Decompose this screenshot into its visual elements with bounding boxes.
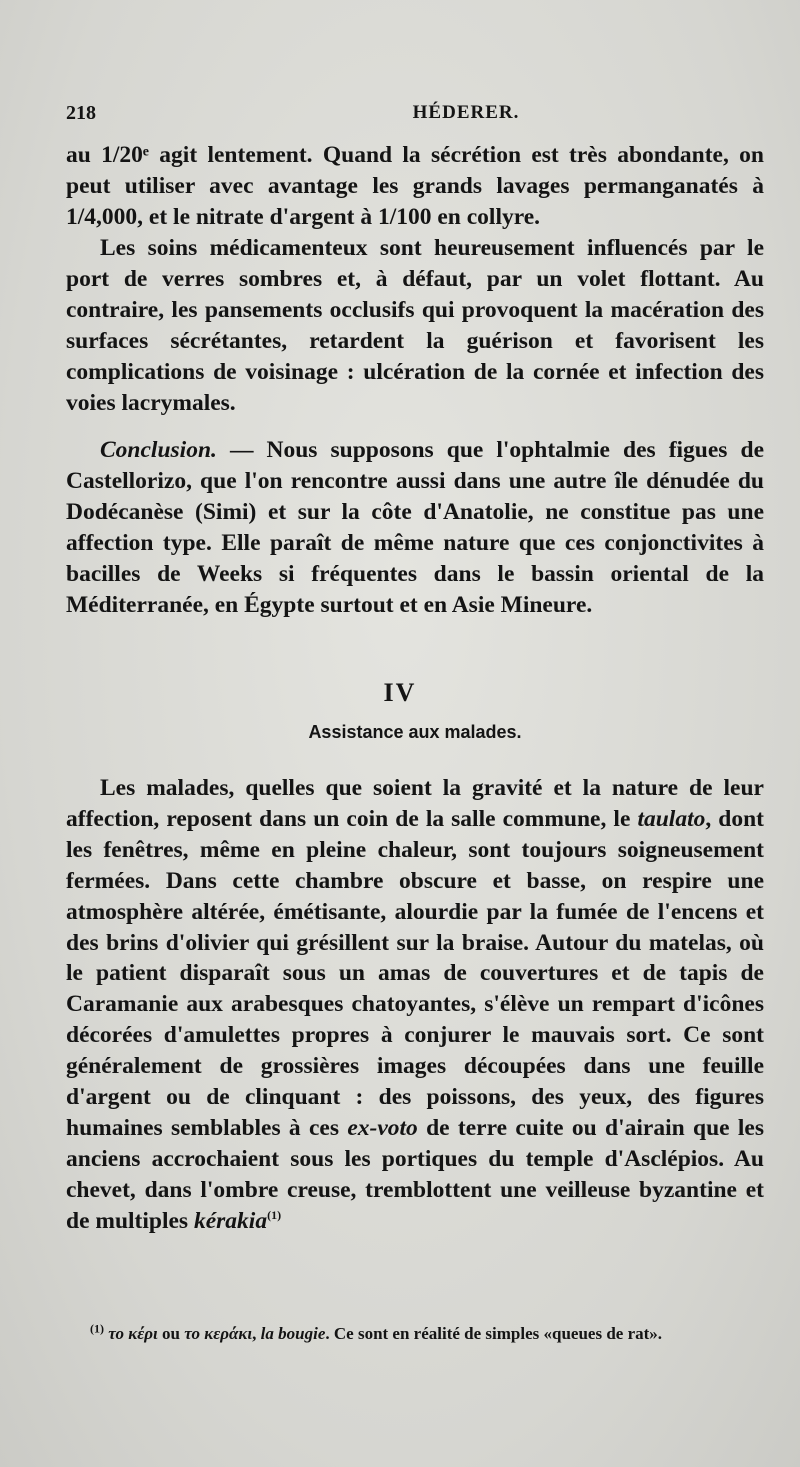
paragraph-continuation [66,140,764,233]
paragraph-text: de terre cuite ou d'airain que les anciens accrochaient sous les portiques du temple d'Asclépios. Au chevet, dans l'ombre creuse, tremblottent une veilleuse byzantine et de multiples [66,1114,764,1234]
italic-term-taulato: taulato [637,805,706,832]
page-header [66,102,750,132]
section-title: Assistance aux malades. [308,722,522,742]
paragraph-text: au 1/20ᵉ agit lentement. Quand la sécrétion est très abondante, on peut utiliser avec avantage les grands lavages permanganatés à 1/4,000, et le nitrate d'argent à 1/100 en collyre. [66,142,764,230]
footnote-text: , [252,1324,261,1343]
italic-term-kerakia: kérakia [193,1207,268,1234]
running-head: HÉDERER. [412,102,520,123]
conclusion-label: Conclusion. [100,437,217,463]
paragraph-treatment [66,233,764,418]
paragraph-text: Les soins médicamenteux sont heureusement influencés par le port de verres sombres et, à défaut, par un volet flottant. Au contraire, les pansements occlusifs qui provoquent la macération des surfaces sécrétantes, retardent la guérison et favorisent les complications de voisinage : ulcération de la cornée et infection des voies lacrymales. [66,235,764,416]
section-number: IV [383,678,417,707]
greek-term-1: το κέρι [108,1324,158,1343]
paragraph-text: Les malades, quelles que soient la gravité et la nature de leur affection, reposent dans un coin de la salle commune, le [66,775,764,832]
page-number: 218 [66,102,96,124]
footnote-text: ou [157,1324,185,1343]
paragraph-conclusion [66,435,764,620]
paragraph-text: , dont les fenêtres, même en pleine chaleur, sont toujours soigneusement fermées. Dans cette chambre obscure et basse, on respire une atmosphère altérée, émétisante, alourdie par la fumée de l'encens et des brins d'olivier qui grésillent sur la braise. Autour du matelas, où le patient disparaît sous un amas de couvertures et de tapis de Caramanie aux arabesques chatoyantes, s'élève un rempart d'icônes décorées d'amulettes propres à conjurer le mauvais sort. Ce sont généralement de grossières images découpées dans une feuille d'argent ou de clinquant : des poissons, des yeux, des figures humaines semblables à ces [66,805,765,1141]
italic-term-exvoto: ex-voto [347,1114,418,1141]
assistance-paragraph [66,773,764,1237]
conclusion-paragraph [66,435,764,620]
footnote-marker: (1) [90,1321,104,1336]
footnote-text: . Ce sont en réalité de simples «queues de rat». [325,1324,663,1343]
footnote-bougie: la bougie [260,1324,326,1343]
paragraph-assistance [66,773,764,1237]
footnote-reference: (1) [267,1207,282,1222]
greek-term-2: το κεράκι [184,1324,253,1343]
paragraph-text: — Nous supposons que l'ophtalmie des figues de Castellorizo, que l'on rencontre aussi dans une autre île dénudée du Dodécanèse (Simi) et sur la côte d'Anatolie, ne constitue pas une affection type. Elle paraît de même nature que ces conjonctivites à bacilles de Weeks si fréquentes dans le bassin oriental de la Méditerranée, en Égypte surtout et en Asie Mineure. [66,437,764,618]
footnote [66,1320,764,1347]
